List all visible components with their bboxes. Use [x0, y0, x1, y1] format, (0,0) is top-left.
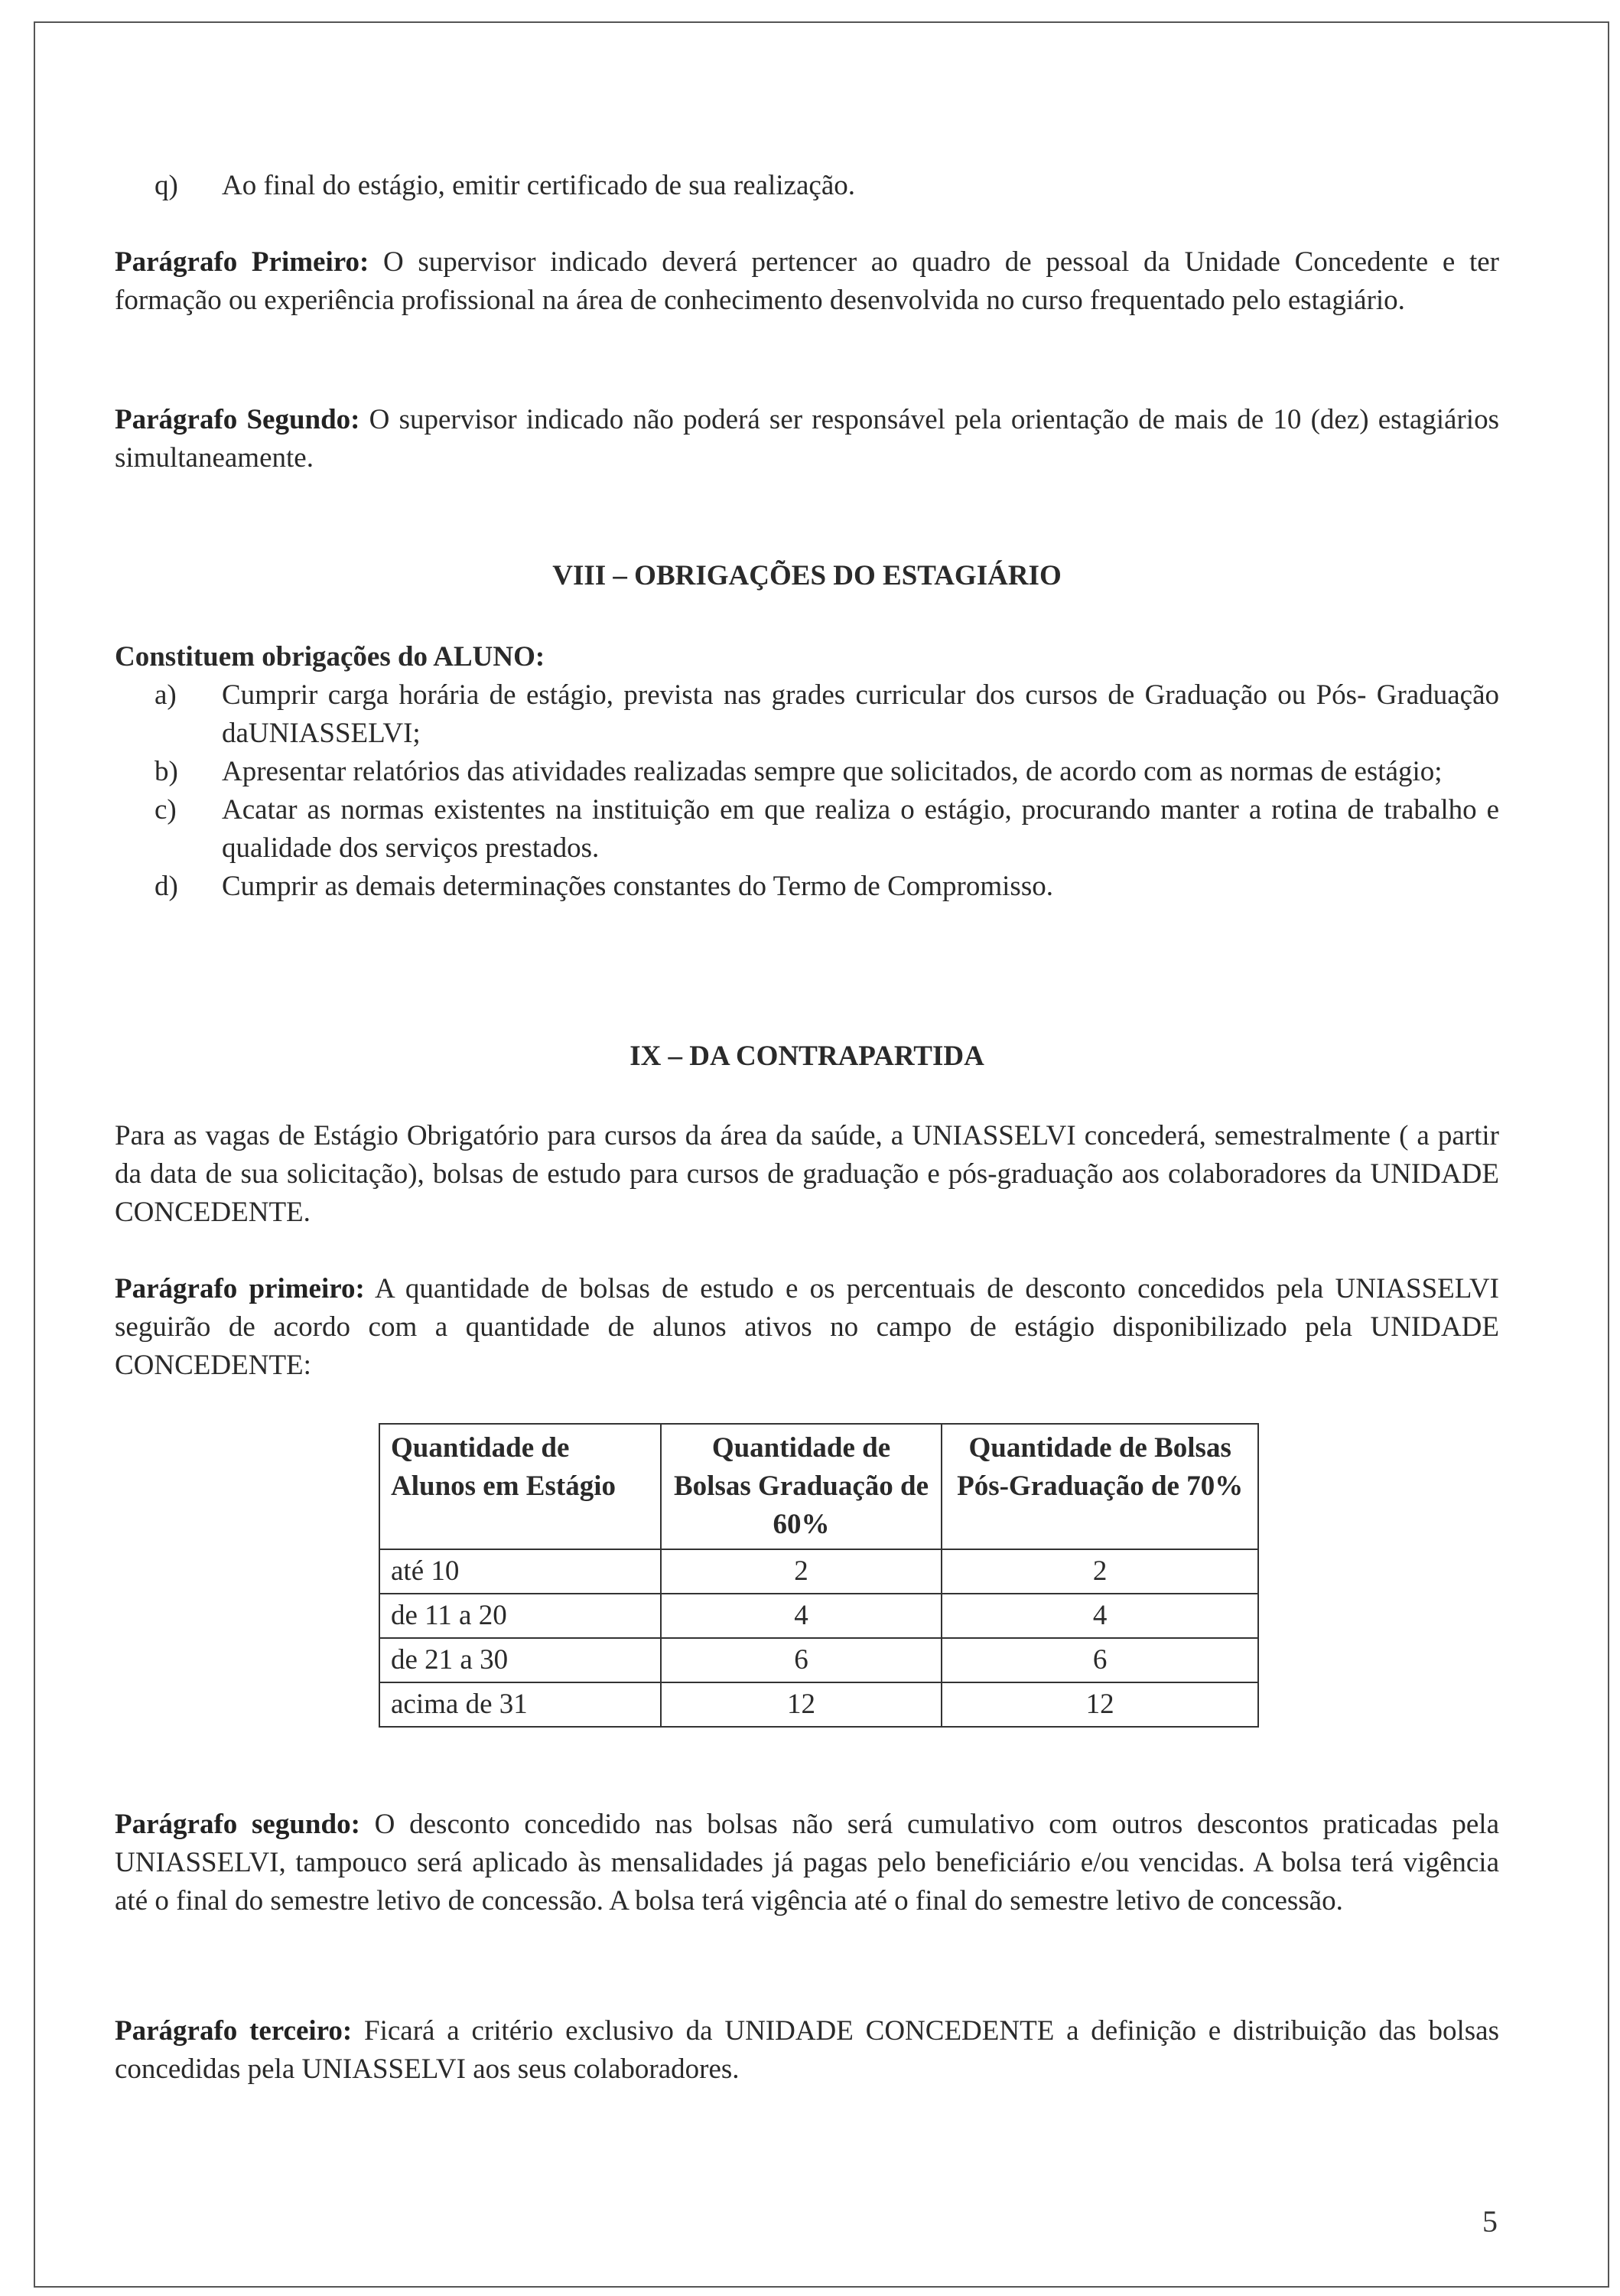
list-item [115, 868, 1499, 906]
table-row [379, 1638, 1258, 1682]
scholarship-table [379, 1423, 1259, 1728]
table-row [379, 1549, 1258, 1594]
column-header: Quantidade de Bolsas Pós-Graduação de 70% [942, 1424, 1258, 1549]
list-item [115, 753, 1499, 791]
paragraph-text: O supervisor indicado não poderá ser responsável pela orientação de mais de 10 (dez) estagiários simultaneamente. [115, 404, 1499, 474]
column-header: Quantidade de Bolsas Graduação de 60% [661, 1424, 942, 1549]
paragraph-text: O desconto concedido nas bolsas não será cumulativo com outros descontos praticadas pela UNIASSELVI, tampouco será aplicado às mensalidades já pagas pelo beneficiário e/ou vencidas. A bolsa terá vigência até o final do semestre letivo de concessão. A bolsa terá vigência até o final do semestre letivo de concessão. [115, 1809, 1499, 1917]
paragraph-label: Parágrafo Segundo: [115, 404, 360, 435]
table-row [379, 1682, 1258, 1727]
list-label: d) [155, 871, 178, 902]
list-text: Acatar as normas existentes na instituição em que realiza o estágio, procurando manter a rotina de trabalho e qualidade dos serviços prestados. [222, 794, 1499, 864]
table-cell: de 11 a 20 [379, 1594, 661, 1638]
table-cell: 2 [661, 1549, 942, 1594]
table-cell: acima de 31 [379, 1682, 661, 1727]
paragraph-label: Parágrafo segundo: [115, 1809, 360, 1840]
paragraph-label: Parágrafo Primeiro: [115, 246, 369, 278]
table-header-row [379, 1424, 1258, 1549]
section-heading-ix: IX – DA CONTRAPARTIDA [629, 1041, 984, 1072]
list-label: c) [155, 794, 177, 826]
list-item-q [115, 167, 1499, 205]
section-intro-paragraph: Para as vagas de Estágio Obrigatório para cursos da área da saúde, a UNIASSELVI concederá, semestralmente ( a partir da data de sua solicitação), bolsas de estudo para cursos de graduação e pós-graduação aos colaboradores da UNIDADE CONCEDENTE. [115, 1120, 1499, 1228]
paragraph-text: A quantidade de bolsas de estudo e os percentuais de desconto concedidos pela UNIASSELVI seguirão de acordo com a quantidade de alunos ativos no campo de estágio disponibilizado pela UNIDADE CONCEDENTE: [115, 1273, 1499, 1381]
table-cell: 2 [942, 1549, 1258, 1594]
table-cell: até 10 [379, 1549, 661, 1594]
table-cell: 6 [661, 1638, 942, 1682]
list-label: a) [155, 679, 177, 711]
paragraph-text: Ficará a critério exclusivo da UNIDADE CONCEDENTE a definição e distribuição das bolsas concedidas pela UNIASSELVI aos seus colaboradores. [115, 2015, 1499, 2085]
paragraph-label: Parágrafo terceiro: [115, 2015, 353, 2047]
paragraph-primeiro-ix [115, 1270, 1499, 1385]
section-intro: Constituem obrigações do ALUNO: [115, 641, 545, 673]
document-body [115, 0, 1500, 2085]
table-cell: 4 [942, 1594, 1258, 1638]
paragraph-label: Parágrafo primeiro: [115, 1273, 365, 1304]
list-item [115, 676, 1499, 753]
paragraph-primeiro [115, 243, 1499, 320]
list-text: Cumprir as demais determinações constantes do Termo de Compromisso. [222, 871, 1053, 902]
paragraph-text: O supervisor indicado deverá pertencer ao quadro de pessoal da Unidade Concedente e ter formação ou experiência profissional na área de conhecimento desenvolvida no curso frequentado pelo estagiário. [115, 246, 1500, 316]
paragraph-segundo-ix [115, 1806, 1499, 1920]
list-label: q) [155, 170, 178, 201]
table-cell: 4 [661, 1594, 942, 1638]
list-item [115, 791, 1499, 868]
paragraph-terceiro-ix [115, 2012, 1499, 2089]
column-header: Quantidade de Alunos em Estágio [379, 1424, 661, 1549]
list-text: Cumprir carga horária de estágio, prevista nas grades curricular dos cursos de Graduação ou Pós- Graduação daUNIASSELVI; [222, 679, 1499, 749]
section-heading-viii: VIII – OBRIGAÇÕES DO ESTAGIÁRIO [552, 560, 1062, 591]
paragraph-segundo [115, 401, 1499, 477]
list-text: Ao final do estágio, emitir certificado de sua realização. [222, 170, 856, 201]
table-cell: 12 [942, 1682, 1258, 1727]
table-row [379, 1594, 1258, 1638]
table-cell: de 21 a 30 [379, 1638, 661, 1682]
table-cell: 6 [942, 1638, 1258, 1682]
list-text: Apresentar relatórios das atividades realizadas sempre que solicitados, de acordo com as normas de estágio; [222, 756, 1443, 787]
table-cell: 12 [661, 1682, 942, 1727]
list-label: b) [155, 756, 178, 787]
page-number: 5 [1482, 2204, 1498, 2239]
obligations-list [115, 676, 1499, 906]
